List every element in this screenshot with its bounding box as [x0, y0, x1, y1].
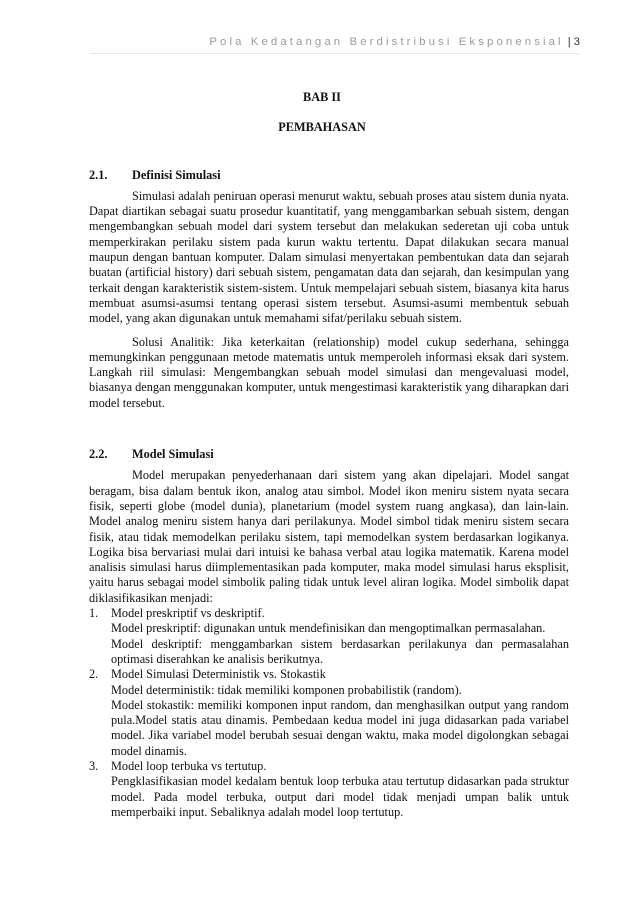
- chapter-title: PEMBAHASAN: [278, 120, 366, 135]
- document-body: [89, 90, 569, 820]
- section-heading-2-1: [89, 168, 569, 183]
- list-item-line: Model deskriptif: menggambarkan sistem berdasarkan perilakunya dan permasalahan optimasi diserahkan ke analisis berikutnya.: [111, 636, 569, 666]
- running-header: [60, 36, 580, 48]
- section-title: Definisi Simulasi: [132, 167, 221, 182]
- list-item: [89, 759, 569, 820]
- header-separator: |: [567, 36, 571, 48]
- list-item-number: 3.: [89, 758, 99, 773]
- paragraph: Model merupakan penyederhanaan dari sistem yang akan dipelajari. Model sangat beragam, bisa dalam bentuk ikon, analog atau simbol. Model ikon meniru sistem nyata secara fisik, seperti globe (model dunia), planetarium (model system ruang angkasa), dan lain-lain. Model analog meniru sistem hanya dari perilakunya. Model simbol tidak meniru sistem secara fisik, atau tidak memodelkan perilaku sistem, tapi memodelkan system berdasarkan logikanya. Logika bisa bervariasi mulai dari intuisi ke bahasa verbal atau logika matematik. Karena model analisis simulasi harus diimplementasikan pada komputer, maka model simulasi harus eksplisit, yaitu harus sebagai model simbolik paling tidak untuk level aliran logika. Model simbolik dapat diklasifikasikan menjadi:: [89, 468, 569, 605]
- header-title: Pola Kedatangan Berdistribusi Eksponensial: [209, 36, 564, 48]
- list-item-line: Pengklasifikasian model kedalam bentuk loop terbuka atau tertutup didasarkan pada struktur model. Pada model terbuka, output dari model tidak menjadi umpan balik untuk memperbaiki input. Sebaliknya adalah model loop tertutup.: [111, 774, 569, 819]
- chapter-label: BAB II: [303, 90, 341, 104]
- list-item-number: 1.: [89, 606, 99, 621]
- paragraph: Simulasi adalah peniruan operasi menurut waktu, sebuah proses atau sistem dunia nyata. Dapat diartikan sebagai suatu prosedur kuantitatif, yang menggambarkan sebuah sistem, dengan mengembangkan sebuah model dari system tersebut dan melakukan sederetan uji coba untuk memperkirakan perilaku sistem pada kurun waktu tertentu. Dapat dilakukan secara manual maupun dengan bantuan komputer. Dalam simulasi menyertakan pembentukan data dan sejarah buatan (artificial history) dari sebuah sistem, pengamatan data dan sejarah, dan kesimpulan yang terkait dengan karakteristik sistem-sistem. Untuk mempelajari sebuah sistem, biasanya kita harus membuat asumsi-asumsi tentang operasi sistem tersebut. Asumsi-asumi membentuk sebuah model, yang akan digunakan untuk memahami sifat/perilaku sebuah sistem.: [89, 188, 569, 326]
- list-item: [89, 667, 569, 759]
- list-item: [89, 606, 569, 667]
- header-rule: [90, 53, 580, 54]
- page-number: 3: [573, 36, 580, 48]
- list-item-title: Model loop terbuka vs tertutup.: [111, 758, 267, 773]
- list-item-number: 2.: [89, 667, 99, 682]
- list-item-line: Model preskriptif: digunakan untuk mendefinisikan dan mengoptimalkan permasalahan.: [111, 621, 546, 636]
- list-item-line: Model deterministik: tidak memiliki komponen probabilistik (random).: [111, 682, 462, 697]
- paragraph: Solusi Analitik: Jika keterkaitan (relationship) model cukup sederhana, sehingga memungkinkan penggunaan metode matematis untuk memperoleh informasi eksak dari system. Langkah riil simulasi: Mengembangkan sebuah model simulasi dan mengevaluasi model, biasanya dengan menggunakan komputer, untuk mengestimasi karakteristik yang diharapkan dari model tersebut.: [89, 334, 569, 410]
- list-item-line: Model stokastik: memiliki komponen input random, dan menghasilkan output yang random pula.Model statis atau dinamis. Pembedaan kedua model ini juga didasarkan pada variabel model. Jika variabel model berubah sesuai dengan waktu, maka model digolongkan sebagai model dinamis.: [111, 697, 569, 758]
- section-title: Model Simulasi: [132, 447, 214, 462]
- list-item-title: Model preskriptif vs deskriptif.: [111, 606, 265, 621]
- list-item-title: Model Simulasi Deterministik vs. Stokastik: [111, 667, 326, 682]
- section-number: 2.2.: [89, 447, 108, 462]
- model-classification-list: [89, 606, 569, 820]
- section-number: 2.1.: [89, 167, 108, 182]
- section-heading-2-2: [89, 447, 569, 462]
